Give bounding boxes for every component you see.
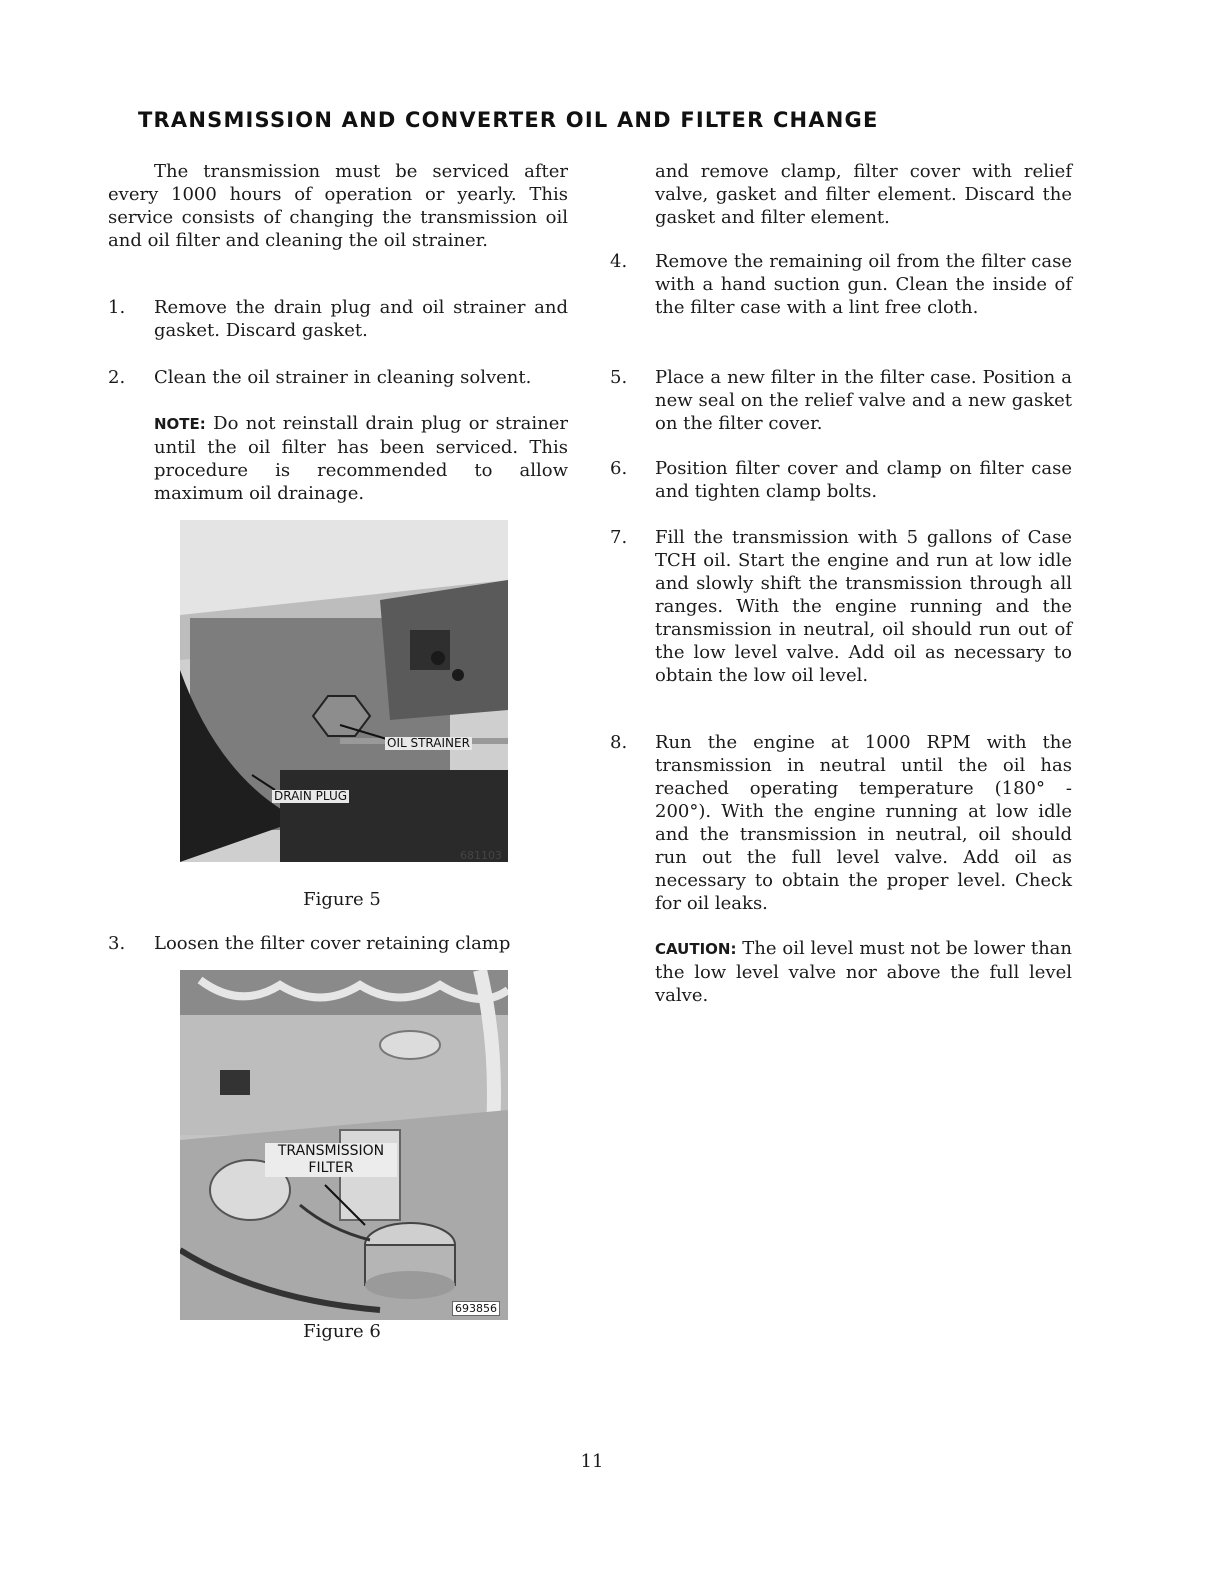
caution-block xyxy=(655,937,1072,1007)
step-4-number: 4. xyxy=(610,251,628,272)
note-label: NOTE: xyxy=(154,415,206,433)
step-2-text: Clean the oil strainer in cleaning solvent. xyxy=(154,367,532,388)
step-4-text: Remove the remaining oil from the filter case with a hand suction gun. Clean the inside of the filter case with a lint free cloth. xyxy=(655,251,1072,318)
step-8-text: Run the engine at 1000 RPM with the transmission in neutral until the oil has reached operating temperature (180° - 200°). With the engine running at low idle and the transmission in neutral, oil should run out the full level valve. Add oil as necessary to obtain the proper level. Check for oil leaks. xyxy=(655,732,1072,914)
note-block xyxy=(154,412,568,505)
figure-5-photo-number: 681103 xyxy=(460,849,502,862)
step-7-number: 7. xyxy=(610,527,628,548)
step-5-number: 5. xyxy=(610,367,628,388)
step-6-text: Position filter cover and clamp on filter case and tighten clamp bolts. xyxy=(655,458,1072,502)
step-1-text: Remove the drain plug and oil strainer and gasket. Discard gasket. xyxy=(154,297,568,341)
figure-6-photo-number: 693856 xyxy=(452,1301,500,1316)
step-8-number: 8. xyxy=(610,732,628,753)
caution-text: The oil level must not be lower than the low level valve nor above the full level valve. xyxy=(655,938,1072,1006)
step-1-number: 1. xyxy=(108,297,126,318)
figure-6-caption: Figure 6 xyxy=(303,1321,381,1342)
page-title: TRANSMISSION AND CONVERTER OIL AND FILTER CHANGE xyxy=(138,108,879,132)
caution-label: CAUTION: xyxy=(655,940,737,958)
page-number: 11 xyxy=(580,1451,604,1472)
figure-5-caption: Figure 5 xyxy=(303,889,381,910)
step-5-text: Place a new filter in the filter case. Position a new seal on the relief valve and a new gasket on the filter cover. xyxy=(655,367,1072,434)
step-2-number: 2. xyxy=(108,367,126,388)
transmission-filter-callout xyxy=(265,1143,397,1177)
note-text: Do not reinstall drain plug or strainer until the oil filter has been serviced. This procedure is recommended to allow maximum oil drainage. xyxy=(154,413,568,504)
filter-callout-line-1: TRANSMISSION xyxy=(277,1143,385,1159)
step-3-continuation: and remove clamp, filter cover with relief valve, gasket and filter element. Discard the gasket and filter element. xyxy=(655,161,1072,228)
step-7-text: Fill the transmission with 5 gallons of Case TCH oil. Start the engine and run at low idle and slowly shift the transmission through all ranges. With the engine running and the transmission in neutral, oil should run out of the low level valve. Add oil as necessary to obtain the low oil level. xyxy=(655,527,1072,686)
step-3-number: 3. xyxy=(108,933,126,954)
intro-paragraph: The transmission must be serviced after every 1000 hours of operation or yearly. This service consists of changing the transmission oil and oil filter and cleaning the oil strainer. xyxy=(108,161,568,251)
drain-plug-callout: DRAIN PLUG xyxy=(274,789,348,803)
step-6-number: 6. xyxy=(610,458,628,479)
oil-strainer-callout: OIL STRAINER xyxy=(387,736,470,750)
filter-callout-line-2: FILTER xyxy=(308,1160,354,1176)
figure-5-photo xyxy=(180,520,508,862)
step-3-text: Loosen the filter cover retaining clamp xyxy=(154,933,511,954)
